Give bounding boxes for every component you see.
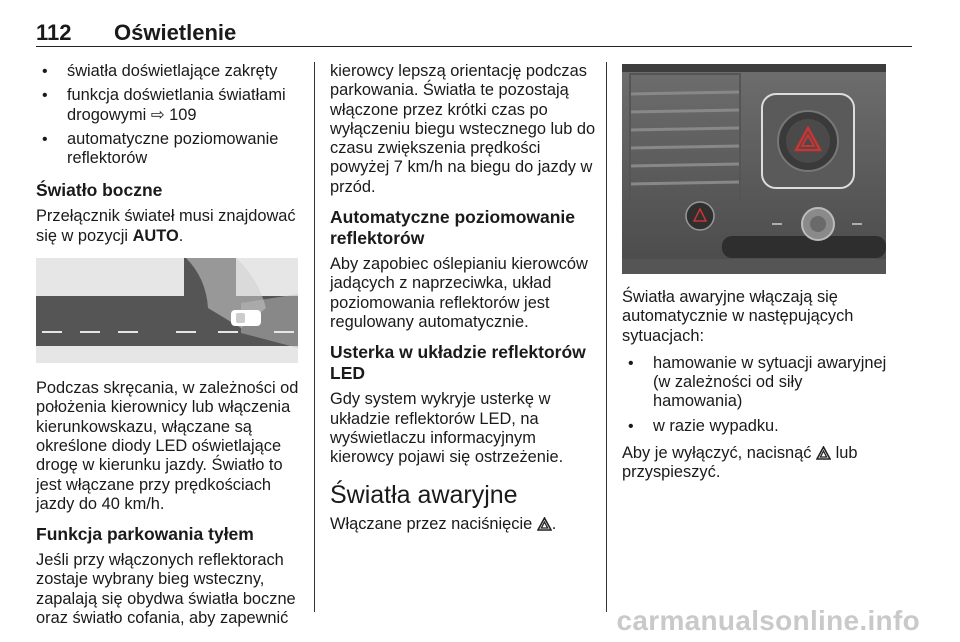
hazard-warning-icon — [537, 517, 552, 531]
section-heading-hazard: Światła awaryjne — [330, 481, 518, 510]
list-item — [622, 417, 892, 436]
section-heading-side-light: Światło boczne — [36, 180, 163, 201]
paragraph: Włączane przez naciśnięcie . — [330, 515, 557, 534]
page-number: 112 — [36, 20, 72, 45]
watermark: carmanualsonline.info — [616, 605, 920, 636]
list-item-text: hamowanie w sytuacji awaryjnej (w zależności od siły hamowania) — [653, 353, 887, 411]
hazard-warning-icon — [816, 446, 831, 460]
paragraph: Gdy system wykryje usterkę w układzie reflektorów LED, na wyświetlaczu informacyjnym kierowcy pojawi się ostrzeżenie. — [330, 390, 564, 467]
paragraph: Przełącznik świateł musi znajdować się w pozycji AUTO. — [36, 207, 296, 245]
column-divider — [314, 62, 315, 612]
list-item — [622, 354, 892, 412]
paragraph: Podczas skręcania, w zależności od położenia kierownicy lub włączenia kierunkowskazu, włączane są określone diody LED oświetlające drogę w kierunku jazdy. Światło to jest włączane przy prędkościach jazdy do 40 km/h. — [36, 379, 299, 513]
list-item — [36, 62, 304, 81]
page-reference-link[interactable]: 109 — [169, 105, 197, 124]
column-divider — [606, 62, 607, 612]
paragraph: Światła awaryjne włączają się automatycznie w następujących sytuacjach: — [622, 288, 854, 345]
paragraph: kierowcy lepszą orientację podczas parkowania. Światła te pozostają włączone przez krótki czas po wyłączeniu biegu wstecznego lub do czasu zwiększenia prędkości powyżej 7 km/h na biegu do jazdy w przód. — [330, 62, 596, 196]
paragraph: Jeśli przy włączonych reflektorach zostaje wybrany bieg wsteczny, zapalają się obydwa światła boczne oraz światło cofania, aby zapewnić — [36, 551, 296, 628]
list-item — [36, 130, 304, 169]
list-item-text: funkcja doświetlania światłami drogowymi — [67, 86, 286, 124]
column-2 — [330, 62, 598, 535]
section-heading-leveling: Automatyczne poziomowanie reflektorów — [330, 207, 576, 249]
section-heading-led-fault: Usterka w układzie reflektorów LED — [330, 342, 586, 384]
section-heading-parking: Funkcja parkowania tyłem — [36, 524, 254, 545]
page-header — [36, 6, 912, 47]
paragraph: Aby je wyłączyć, nacisnąć lub przyspieszyć. — [622, 444, 858, 482]
column-3 — [622, 62, 892, 483]
page-reference-arrow-icon: ⇨ — [150, 105, 165, 124]
list-item — [36, 86, 304, 125]
auto-position-label: AUTO — [132, 226, 179, 245]
page-title: Oświetlenie — [114, 20, 237, 45]
side-light-illustration — [36, 258, 298, 363]
hazard-button-photo — [622, 64, 886, 274]
column-1 — [36, 62, 304, 628]
list-item-text: w razie wypadku. — [653, 416, 779, 435]
paragraph: Aby zapobiec oślepianiu kierowców jadących z naprzeciwka, układ poziomowania reflektorów jest regulowany automatycznie. — [330, 255, 588, 331]
list-item-text: automatyczne poziomowanie reflektorów — [67, 129, 279, 168]
list-item-text: światła doświetlające zakręty — [67, 62, 278, 80]
